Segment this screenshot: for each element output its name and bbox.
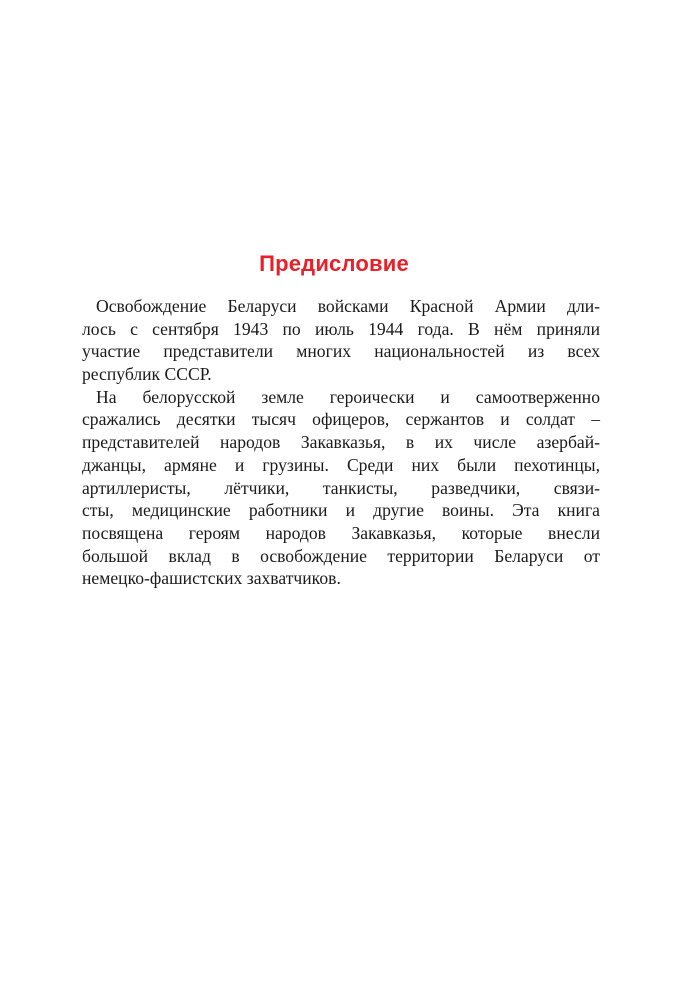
paragraph-1 bbox=[82, 295, 600, 386]
text-line: участие представители многих национальностей из всех bbox=[82, 341, 600, 362]
text-line: представителей народов Закавказья, в их числе азербай- bbox=[82, 432, 600, 453]
text-line: посвящена героям народов Закавказья, которые внесли bbox=[82, 522, 600, 543]
text-line: немецко-фашистских захватчиков. bbox=[82, 568, 341, 589]
text-line: Освобождение Беларуси войсками Красной Армии дли- bbox=[96, 296, 600, 316]
paragraph-2 bbox=[82, 386, 600, 590]
text-line: джанцы, армяне и грузины. Среди них были пехотинцы, bbox=[82, 454, 600, 475]
text-line: большой вклад в освобождение территории Беларуси от bbox=[82, 545, 600, 566]
text-line: На белорусской земле героически и самоотверженно bbox=[96, 386, 600, 407]
text-line: сты, медицинские работники и другие воины. Эта книга bbox=[82, 500, 600, 521]
preface-text bbox=[82, 295, 600, 590]
text-line: сражались десятки тысяч офицеров, сержантов и солдат – bbox=[82, 409, 600, 430]
page-title: Предисловие bbox=[259, 251, 409, 276]
text-line: артиллеристы, лётчики, танкисты, разведчики, связи- bbox=[82, 477, 600, 498]
text-line: республик СССР. bbox=[82, 364, 212, 385]
text-line: лось с сентября 1943 по июль 1944 года. В нём приняли bbox=[82, 318, 600, 339]
